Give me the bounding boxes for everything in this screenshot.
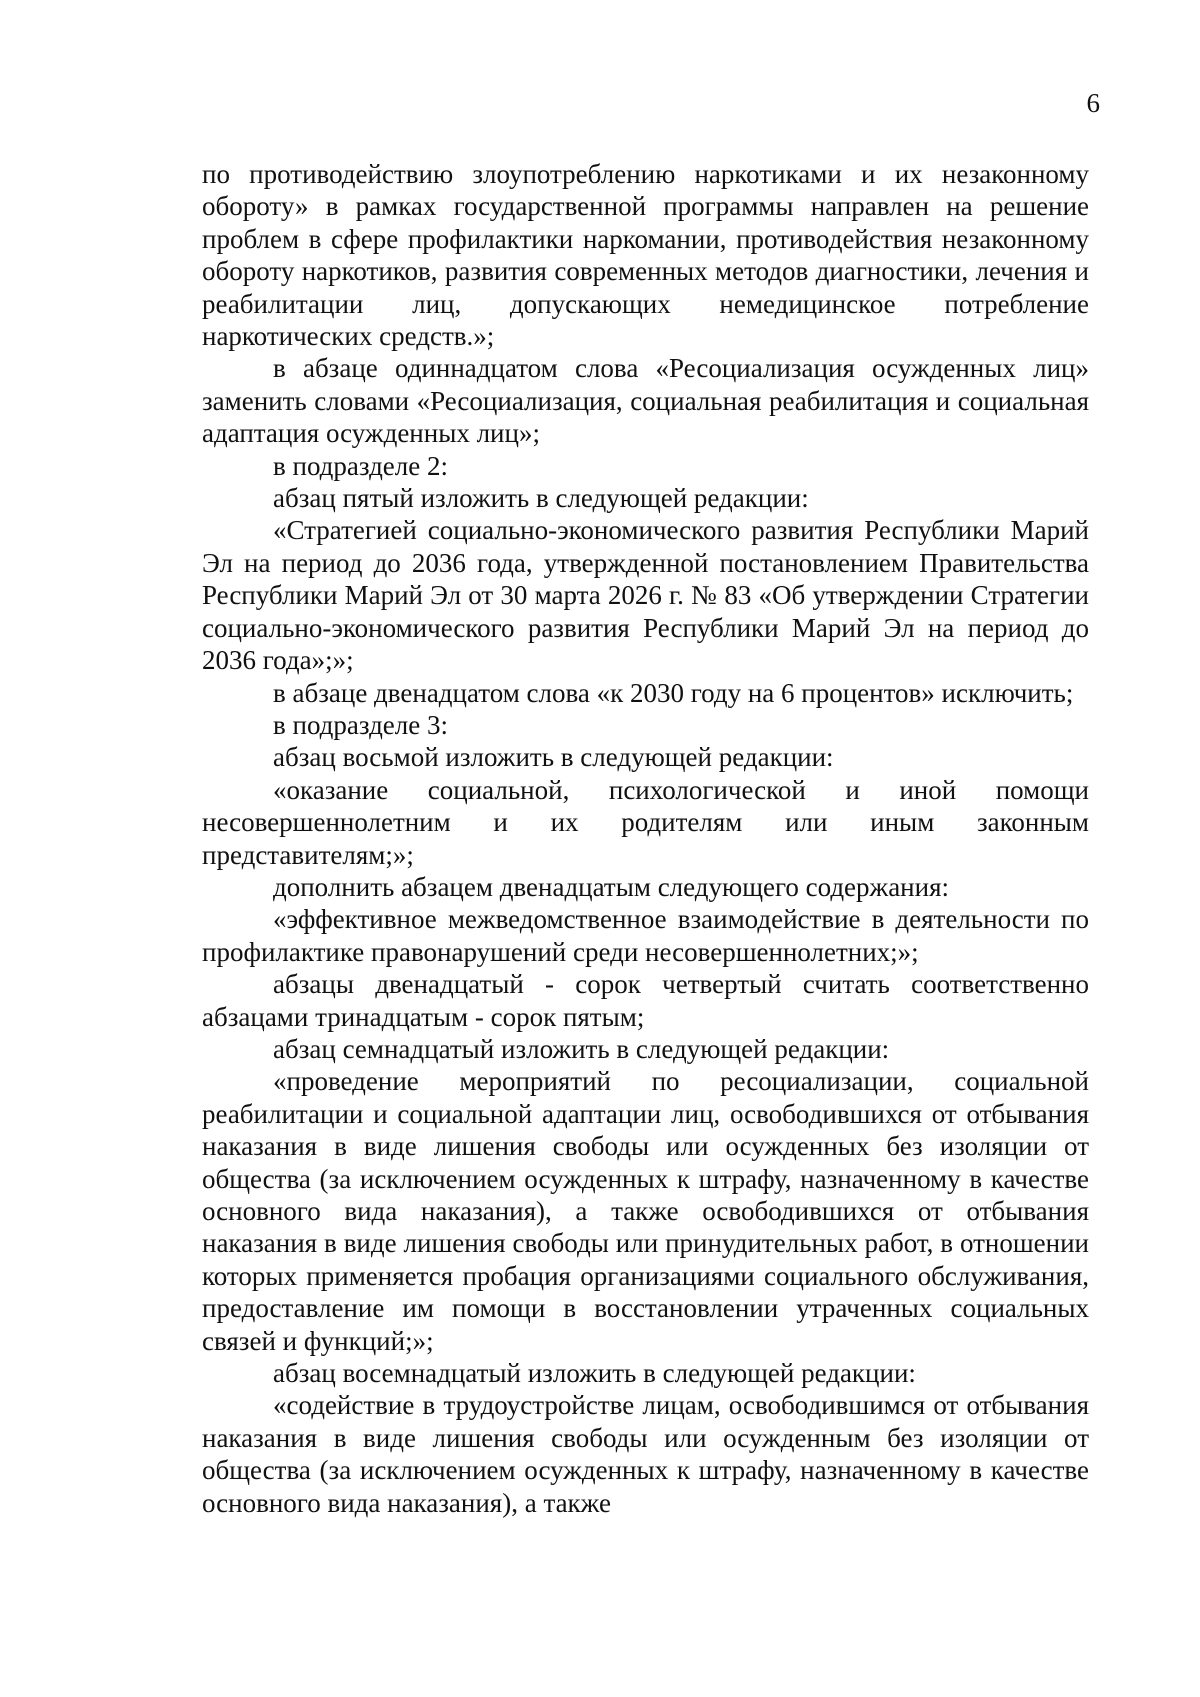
- paragraph-subsection-3: в подразделе 3:: [273, 709, 448, 740]
- paragraph-interagency-quote: «эффективное межведомственное взаимодействие в деятельности по профилактике правонарушений среди несовершеннолетних;»;: [202, 904, 1089, 967]
- paragraph-assistance-quote: «оказание социальной, психологической и иной помощи несовершеннолетним и их родителям или иным законным представителям;»;: [202, 774, 1089, 870]
- paragraph-strategy-quote: «Стратегией социально-экономического развития Республики Марий Эл на период до 2036 года, утвержденной постановлением Правительства Республики Марий Эл от 30 марта 2026 г. № 83 «Об утверждении Стратегии социально-экономического развития Республики Марий Эл на период до 2036 года»;»;: [202, 515, 1089, 676]
- paragraph-abzac-17-intro: абзац семнадцатый изложить в следующей редакции:: [273, 1033, 890, 1064]
- paragraph-employment-quote: «содействие в трудоустройстве лицам, освободившимся от отбывания наказания в виде лишения свободы или осужденным без изоляции от общества (за исключением осужденных к штрафу, назначенному в качестве основного вида наказания), а также: [202, 1390, 1089, 1518]
- paragraph-subsection-2: в подразделе 2:: [273, 450, 448, 481]
- paragraph-renumber: абзацы двенадцатый - сорок четвертый считать соответственно абзацами тринадцатым - сорок пятым;: [202, 969, 1089, 1032]
- page-number: 6: [1086, 88, 1100, 118]
- paragraph-abzac-5-intro: абзац пятый изложить в следующей редакции:: [273, 483, 809, 514]
- document-body: [202, 158, 1089, 1519]
- paragraph-continuation: по противодействию злоупотреблению наркотиками и их незаконному обороту» в рамках государственной программы направлен на решение проблем в сфере профилактики наркомании, противодействия незаконному обороту наркотиков, развития современных методов диагностики, лечения и реабилитации лиц, допускающих немедицинское потребление наркотических средств.»;: [202, 159, 1089, 352]
- paragraph-resocialization-quote: «проведение мероприятий по ресоциализации, социальной реабилитации и социальной адаптации лиц, освободившихся от отбывания наказания в виде лишения свободы или осужденных без изоляции от общества (за исключением осужденных к штрафу, назначенному в качестве основного вида наказания), а также освободившихся от отбывания наказания в виде лишения свободы или принудительных работ, в отношении которых применяется пробация организациями социального обслуживания, предоставление им помощи в восстановлении утраченных социальных связей и функций;»;: [202, 1066, 1089, 1356]
- paragraph-amend-abzac-11: в абзаце одиннадцатом слова «Ресоциализация осужденных лиц» заменить словами «Ресоциализация, социальная реабилитация и социальная адаптация осужденных лиц»;: [202, 353, 1089, 449]
- paragraph-add-abzac-12: дополнить абзацем двенадцатым следующего содержания:: [273, 871, 950, 902]
- paragraph-abzac-8-intro: абзац восьмой изложить в следующей редакции:: [273, 742, 834, 773]
- paragraph-abzac-12-exclude: в абзаце двенадцатом слова «к 2030 году на 6 процентов» исключить;: [273, 677, 1074, 708]
- paragraph-abzac-18-intro: абзац восемнадцатый изложить в следующей редакции:: [273, 1358, 916, 1389]
